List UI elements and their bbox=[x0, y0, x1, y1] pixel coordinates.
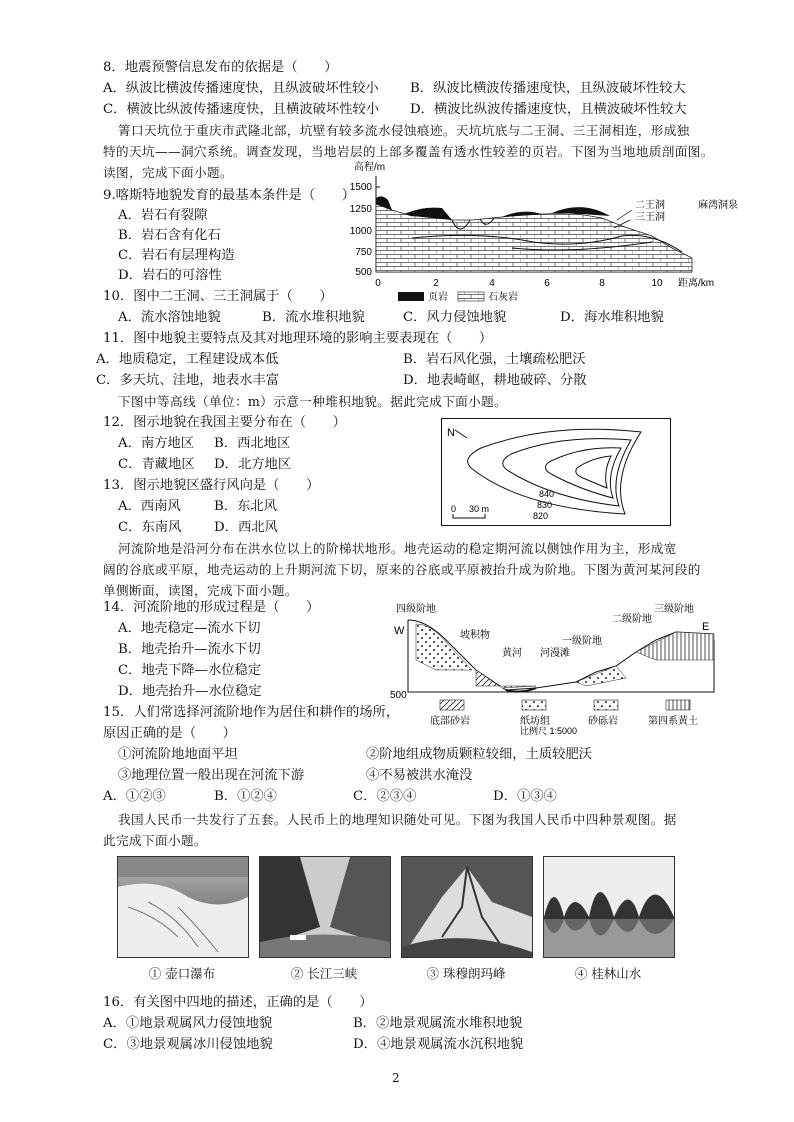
elevation-label: 500 bbox=[390, 690, 407, 701]
q11-option-a: A．地质稳定，工程建设成本低 bbox=[96, 352, 279, 367]
page-number: 2 bbox=[392, 1071, 400, 1085]
photo-mount-everest bbox=[401, 856, 533, 958]
q15-statement-1: ①河流阶地地面平坦 bbox=[118, 747, 238, 762]
q13-option-a: A．西南风 bbox=[118, 499, 181, 514]
q13-option-c: C．东南风 bbox=[118, 520, 182, 535]
legend-gravel-label: 砂砾岩 bbox=[588, 716, 618, 727]
floodplain-label: 河漫滩 bbox=[540, 648, 570, 659]
legend-loess-swatch bbox=[666, 700, 690, 710]
photo-guilin-landscape bbox=[543, 856, 675, 958]
scale-label: 比例尺 1:5000 bbox=[520, 726, 578, 736]
q9-option-d: D．岩石的可溶性 bbox=[118, 268, 222, 283]
dune-contour-figure bbox=[441, 418, 671, 526]
scale-label: 30 m bbox=[469, 504, 490, 514]
passage4-line2: 此完成下面小题。 bbox=[103, 833, 207, 848]
q15-option-d: D．①③④ bbox=[493, 789, 557, 804]
legend-zhifang-swatch bbox=[522, 700, 546, 710]
contour-label: 840 bbox=[539, 489, 555, 499]
river-terrace-figure bbox=[376, 600, 732, 735]
q10-option-a: A．流水溶蚀地貌 bbox=[118, 310, 221, 325]
north-label: N bbox=[447, 427, 455, 439]
geologic-profile-figure bbox=[349, 158, 738, 308]
q9-option-b: B．岩石含有化石 bbox=[118, 228, 221, 243]
photo-caption-4: ④ 桂林山水 bbox=[574, 966, 642, 981]
q11-option-b: B．岩石风化强，土壤疏松肥沃 bbox=[403, 352, 586, 367]
q9-stem: 9.喀斯特地貌发育的最基本条件是（ ） bbox=[103, 188, 356, 203]
q12-option-b: B．西北地区 bbox=[214, 436, 291, 451]
passage1-line2: 特的天坑——洞穴系统。调查发现，当地岩层的上部多覆盖有透水性较差的页岩。下图为当地地质剖面图。 bbox=[103, 144, 714, 159]
q14-option-a: A．地壳稳定—流水下切 bbox=[118, 621, 261, 636]
q15-statement-4: ④不易被洪水淹没 bbox=[366, 768, 473, 783]
fig1-xlabel: 距离/km bbox=[678, 278, 715, 289]
terrace1-label: 一级阶地 bbox=[562, 636, 602, 647]
legend-gravel-swatch bbox=[594, 700, 618, 710]
terrace4-label: 四级阶地 bbox=[396, 604, 436, 615]
passage4-line1: 我国人民币一共发行了五套。人民币上的地理知识随处可见。下图为我国人民币中四种景观图。据 bbox=[118, 812, 677, 827]
q16-option-c: C．③地景观属冰川侵蚀地貌 bbox=[103, 1037, 273, 1052]
q8-option-c: C．横波比纵波传播速度快，且横波破坏性较小 bbox=[103, 102, 380, 117]
fig1-xtick: 6 bbox=[544, 278, 550, 289]
legend-limestone-swatch bbox=[458, 292, 484, 301]
q15-option-a: A．①②③ bbox=[103, 789, 166, 804]
terrace3-label: 三级阶地 bbox=[654, 604, 694, 615]
terrace2-label: 二级阶地 bbox=[612, 614, 652, 625]
q14-option-d: D．地壳抬升—水位稳定 bbox=[118, 684, 262, 699]
fig1-xtick: 0 bbox=[375, 278, 381, 289]
legend-limestone-label: 石灰岩 bbox=[488, 292, 518, 303]
q11-stem: 11．图中地貌主要特点及其对地理环境的影响主要表现在（ ） bbox=[103, 331, 493, 346]
contour-label: 830 bbox=[537, 500, 553, 510]
q11-option-c: C．多天坑、洼地，地表水丰富 bbox=[96, 373, 280, 388]
fig1-xtick: 4 bbox=[489, 278, 495, 289]
q15-stem-line2: 原因正确的是（ ） bbox=[103, 726, 236, 741]
fig1-xtick: 2 bbox=[433, 278, 439, 289]
legend-zhifang-label: 纸坊组 bbox=[520, 716, 550, 727]
q10-option-d: D．海水堆积地貌 bbox=[560, 310, 664, 325]
spring-label: 麻湾洞泉 bbox=[698, 200, 738, 211]
q10-option-b: B．流水堆积地貌 bbox=[262, 310, 365, 325]
q12-option-d: D．北方地区 bbox=[214, 457, 292, 472]
photo-caption-1: ① 壶口瀑布 bbox=[148, 966, 216, 981]
passage1-line3: 读图，完成下面小题。 bbox=[103, 165, 233, 180]
west-label: W bbox=[394, 625, 405, 637]
passage2: 下图中等高线（单位：m）示意一种堆积地貌。据此完成下面小题。 bbox=[118, 394, 508, 409]
photo-hukou-waterfall bbox=[117, 856, 249, 958]
q15-option-c: C．②③④ bbox=[353, 789, 417, 804]
passage3-line2: 阔的谷底或平原，地壳运动的上升期河流下切，原来的谷底或平原被抬升成为阶地。下图为黄河某河段的 bbox=[103, 562, 701, 577]
q12-stem: 12．图示地貌在我国主要分布在（ ） bbox=[103, 415, 346, 430]
fig1-xtick: 8 bbox=[599, 278, 605, 289]
q10-option-c: C．风力侵蚀地貌 bbox=[403, 310, 507, 325]
photo-caption-2: ② 长江三峡 bbox=[290, 966, 358, 981]
q10-stem: 10．图中二王洞、三王洞属于（ ） bbox=[103, 289, 333, 304]
q14-option-c: C．地壳下降—水位稳定 bbox=[118, 663, 262, 678]
passage1-line1: 箐口天坑位于重庆市武隆北部，坑壁有较多流水侵蚀痕迹。天坑坑底与二王洞、三王洞相连，形成独 bbox=[118, 123, 690, 138]
q8-option-d: D．横波比纵波传播速度快，且横波破坏性较大 bbox=[410, 102, 687, 117]
legend-shale-swatch bbox=[398, 292, 424, 301]
q15-option-b: B．①②④ bbox=[214, 789, 277, 804]
cave-sanwang-label: 三王洞 bbox=[635, 212, 665, 223]
q12-option-a: A．南方地区 bbox=[118, 436, 195, 451]
q13-option-d: D．西北风 bbox=[214, 520, 278, 535]
q12-option-c: C．青藏地区 bbox=[118, 457, 195, 472]
q14-stem: 14．河流阶地的形成过程是（ ） bbox=[103, 600, 320, 615]
q16-option-b: B．②地景观属流水堆积地貌 bbox=[353, 1016, 523, 1031]
q9-option-c: C．岩石有层理构造 bbox=[118, 248, 235, 263]
fig1-ytick: 1000 bbox=[349, 226, 372, 237]
yellow-river-label: 黄河 bbox=[502, 648, 522, 659]
q15-stem-line1: 15．人们常选择河流阶地作为居住和耕作的场所， bbox=[103, 705, 400, 720]
photo-three-gorges bbox=[259, 856, 391, 958]
legend-shale-label: 页岩 bbox=[428, 292, 448, 303]
q15-statement-3: ③地理位置一般出现在河流下游 bbox=[118, 768, 305, 783]
q15-statement-2: ②阶地组成物质颗粒较细，土质较肥沃 bbox=[366, 747, 593, 762]
fig1-ytick: 1250 bbox=[349, 204, 372, 215]
q16-option-d: D．④地景观属流水沉积地貌 bbox=[353, 1037, 524, 1052]
east-label: E bbox=[702, 621, 710, 633]
slope-deposit-label: 坡积物 bbox=[460, 630, 490, 641]
photo-caption-3: ③ 珠穆朗玛峰 bbox=[426, 966, 506, 981]
legend-sandstone-label: 底部砂岩 bbox=[430, 716, 470, 727]
fig1-ytick: 750 bbox=[355, 247, 372, 258]
legend-loess-label: 第四系黄土 bbox=[648, 716, 698, 727]
q8-option-a: A．纵波比横波传播速度快，且纵波破坏性较小 bbox=[103, 81, 379, 96]
q11-option-d: D．地表崎岖，耕地破碎、分散 bbox=[403, 373, 587, 388]
q13-option-b: B．东北风 bbox=[214, 499, 277, 514]
q14-option-b: B．地壳抬升—流水下切 bbox=[118, 642, 261, 657]
scale-zero: 0 bbox=[451, 504, 457, 514]
fig1-xtick: 10 bbox=[651, 278, 663, 289]
q8-option-b: B．纵波比横波传播速度快，且纵波破坏性较大 bbox=[410, 81, 686, 96]
cave-erwang-label: 二王洞 bbox=[635, 200, 665, 211]
passage3-line1: 河流阶地是沿河分布在洪水位以上的阶梯状地形。地壳运动的稳定期河流以侧蚀作用为主，形成宽 bbox=[118, 541, 677, 556]
contour-label: 820 bbox=[533, 511, 549, 521]
fig1-ytick: 1500 bbox=[349, 182, 372, 193]
q16-stem: 16．有关图中四地的描述，正确的是（ ） bbox=[103, 995, 373, 1010]
q8-stem: 8．地震预警信息发布的依据是（ ） bbox=[103, 60, 338, 75]
q9-option-a: A．岩石有裂隙 bbox=[118, 208, 208, 223]
q13-stem: 13．图示地貌区盛行风向是（ ） bbox=[103, 478, 320, 493]
fig1-ytick: 500 bbox=[355, 267, 372, 278]
legend-sandstone-swatch bbox=[440, 700, 464, 710]
fig1-ylabel: 高程/m bbox=[354, 162, 386, 173]
q16-option-a: A．①地景观属风力侵蚀地貌 bbox=[103, 1016, 273, 1031]
passage3-line3: 单侧断面，读图，完成下面小题。 bbox=[103, 583, 298, 598]
